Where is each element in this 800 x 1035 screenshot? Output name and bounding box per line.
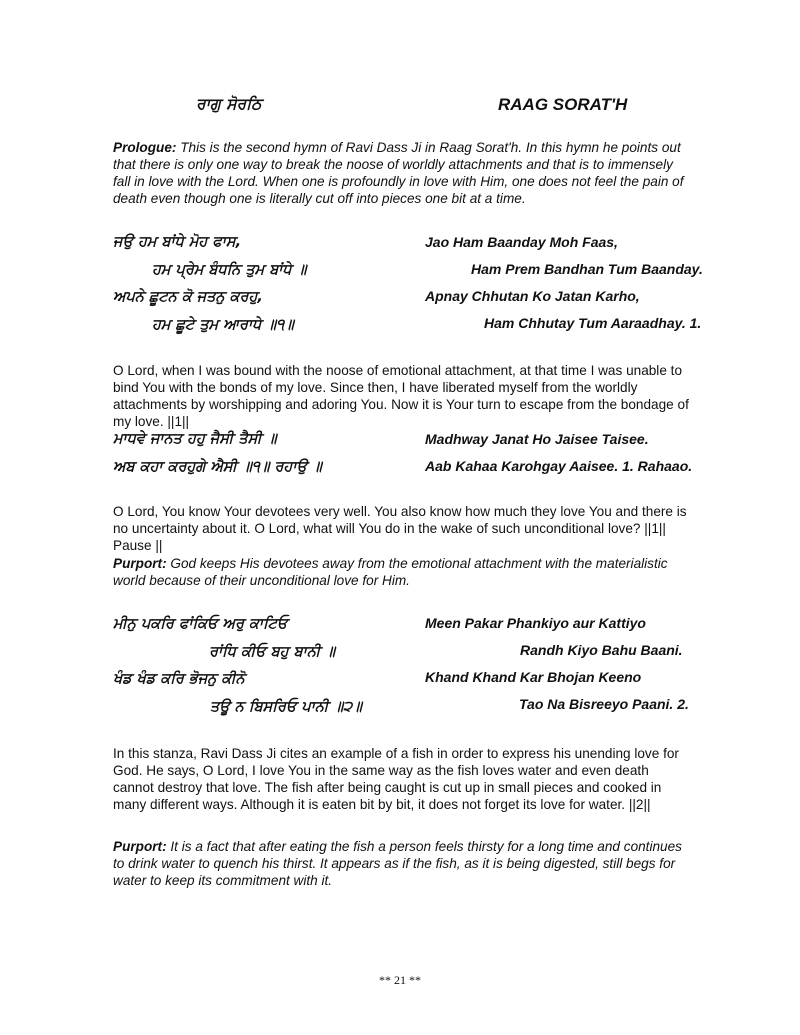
verse3-gurmukhi-line2: ਰਾਂਧਿ ਕੀਓ ਬਹੁ ਬਾਨੀ ॥ [209,644,336,660]
verse-marker-3: ||2|| [628,797,651,812]
verse2-gurmukhi-line2: ਅਬ ਕਹਾ ਕਰਹੁਗੇ ਐਸੀ ॥੧॥ ਰਹਾਉ ॥ [113,459,322,475]
prologue-text: This is the second hymn of Ravi Dass Ji in Raag Sorat'h. In this hymn he points out that there is only one way to break the noose of worldly attachments and that is to immensely fall in love with the Lord. When one is profoundly in love with Him, one does not feel the pain of death even though one is literally cut off into pieces one bit at a time. [113,140,684,206]
prologue-label: Prologue: [113,140,177,155]
verse1-gurmukhi-line2: ਹਮ ਪ੍ਰੇਮ ਬੰਧਨਿ ਤੁਮ ਬਾਂਧੇ ॥ [152,262,307,278]
purport-1-label: Purport: [113,556,167,571]
prologue-paragraph [113,139,693,207]
verse1-gurmukhi-line4: ਹਮ ਛੂਟੇ ਤੁਮ ਆਰਾਧੇ ॥੧॥ [152,317,294,333]
explanation-3-text: In this stanza, Ravi Dass Ji cites an example of a fish in order to express his unending love for God. He says, O Lord, I love You in the same way as the fish loves water and even death cannot destroy that love. The fish after being caught is cut up in small pieces and cooked in many different ways. Although it is eaten bit by bit, it does not forget its love for water. [113,746,679,812]
page-number: ** 21 ** [379,973,421,987]
explanation-1 [113,362,693,430]
verse1-translit-line4: Ham Chhutay Tum Aaraadhay. 1. [484,315,702,331]
verse3-gurmukhi-line1: ਮੀਨੁ ਪਕਰਿ ਫਾਂਕਿਓ ਅਰੁ ਕਾਟਿਓ [113,616,288,632]
verse3-gurmukhi-line4: ਤਊ ਨ ਬਿਸਰਿਓ ਪਾਨੀ ॥੨॥ [210,699,362,715]
gurmukhi-title: ਰਾਗੁ ਸੋਰਠਿ [196,95,262,113]
verse-marker-2: ||1|| Pause || [113,521,666,553]
verse3-translit-line4: Tao Na Bisreeyo Paani. 2. [519,696,689,712]
verse3-translit-line3: Khand Khand Kar Bhojan Keeno [425,669,642,685]
purport-1 [113,555,693,589]
purport-2-label: Purport: [113,839,167,854]
purport-2-text: It is a fact that after eating the fish a person feels thirsty for a long time and continues to drink water to quench his thirst. It appears as if the fish, as it is being digested, still begs for water to keep its commitment with it. [113,839,682,888]
purport-1-text: God keeps His devotees away from the emotional attachment with the materialistic world because of their unconditional love for Him. [113,556,668,588]
verse2-translit-line1: Madhway Janat Ho Jaisee Taisee. [425,431,649,447]
verse1-translit-line1: Jao Ham Baanday Moh Faas, [425,234,618,250]
explanation-1-text: O Lord, when I was bound with the noose of emotional attachment, at that time I was unable to bind You with the bonds of my love. Since then, I have liberated myself from the worldly attachments by worshipping and adoring You. Now it is Your turn to escape from the bondage of my love. [113,363,689,429]
verse3-translit-line2: Randh Kiyo Bahu Baani. [520,642,683,658]
verse1-gurmukhi-line3: ਅਪਨੇ ਛੂਟਨ ਕੋ ਜਤਨੁ ਕਰਹੁ, [113,289,263,305]
explanation-3 [113,745,693,813]
verse1-gurmukhi-line1: ਜਉ ਹਮ ਬਾਂਧੇ ਮੋਹ ਫਾਸ, [113,234,242,250]
explanation-2 [113,503,693,554]
verse3-gurmukhi-line3: ਖੰਡ ਖੰਡ ਕਰਿ ਭੋਜਨੁ ਕੀਨੋ [113,671,245,687]
english-title: RAAG SORAT'H [498,95,628,114]
verse2-gurmukhi-line1: ਮਾਧਵੇ ਜਾਨਤ ਹਹੁ ਜੈਸੀ ਤੈਸੀ ॥ [113,431,277,447]
purport-2 [113,838,693,889]
verse1-translit-line2: Ham Prem Bandhan Tum Baanday. [471,261,703,277]
explanation-2-text: O Lord, You know Your devotees very well. You also know how much they love You and there is no uncertainty about it. O Lord, what will You do in the wake of such unconditional love? [113,504,687,536]
verse-marker-1: ||1|| [167,414,190,429]
verse2-translit-line2: Aab Kahaa Karohgay Aaisee. 1. Rahaao. [425,458,693,474]
verse1-translit-line3: Apnay Chhutan Ko Jatan Karho, [425,288,640,304]
verse3-translit-line1: Meen Pakar Phankiyo aur Kattiyo [425,615,646,631]
